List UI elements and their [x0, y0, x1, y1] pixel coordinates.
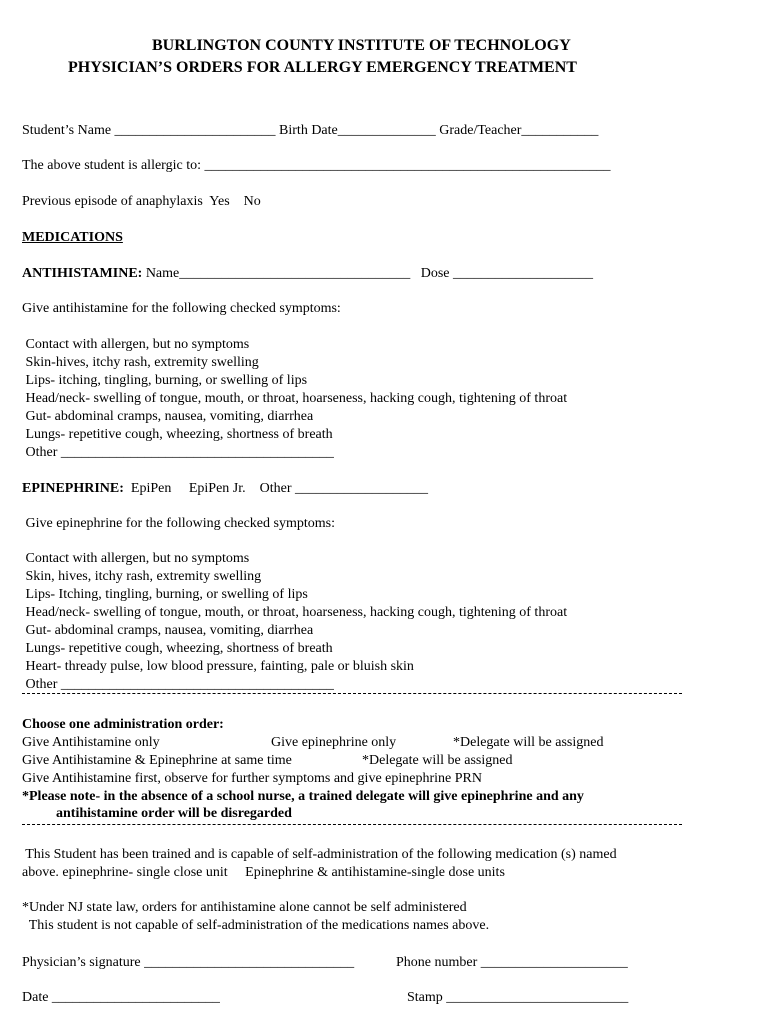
medications-heading: MEDICATIONS [22, 230, 123, 245]
form-title-line1: BURLINGTON COUNTY INSTITUTE OF TECHNOLOGY [152, 37, 571, 54]
antihistamine-symptom[interactable]: Gut- abdominal cramps, nausea, vomiting, diarrhea [22, 409, 314, 424]
antihistamine-instruction: Give antihistamine for the following checked symptoms: [22, 301, 341, 316]
section-divider [22, 693, 682, 694]
epinephrine-symptom[interactable]: Heart- thready pulse, low blood pressure, fainting, pale or bluish skin [22, 659, 414, 674]
antihistamine-symptom[interactable]: Skin-hives, itchy rash, extremity swelling [22, 355, 259, 370]
epinephrine-symptom[interactable]: Lungs- repetitive cough, wheezing, shortness of breath [22, 641, 333, 656]
antihistamine-label: ANTIHISTAMINE: [22, 266, 143, 281]
epinephrine-row [22, 481, 428, 497]
epinephrine-symptom[interactable]: Lips- Itching, tingling, burning, or swelling of lips [22, 587, 308, 602]
admin-option-epinephrine-only[interactable]: Give epinephrine only [271, 735, 400, 750]
section-divider [22, 824, 682, 825]
antihistamine-symptom[interactable]: Lungs- repetitive cough, wheezing, shortness of breath [22, 427, 333, 442]
stamp-field[interactable]: Stamp __________________________ [407, 990, 629, 1005]
nj-law-note: *Under NJ state law, orders for antihistamine alone cannot be self administered [22, 900, 467, 915]
admin-option-both[interactable]: Give Antihistamine & Epinephrine at same time [22, 753, 296, 768]
epinephrine-symptom[interactable]: Skin, hives, itchy rash, extremity swelling [22, 569, 262, 584]
epinephrine-symptom[interactable]: Head/neck- swelling of tongue, mouth, or throat, hoarseness, hacking cough, tightening of throat [22, 605, 568, 620]
antihistamine-symptom[interactable]: Contact with allergen, but no symptoms [22, 337, 250, 352]
anaphylaxis-line[interactable]: Previous episode of anaphylaxis Yes No [22, 194, 261, 209]
epinephrine-label: EPINEPHRINE: [22, 481, 124, 496]
delegate-note: *Delegate will be assigned [453, 735, 604, 750]
epinephrine-options[interactable]: EpiPen EpiPen Jr. Other ___________________ [123, 481, 429, 496]
antihistamine-name-dose[interactable]: Name_________________________________ Dose ____________________ [142, 266, 594, 281]
self-admin-capable[interactable]: This Student has been trained and is capable of self-administration of the following medication (s) named [22, 847, 617, 862]
self-admin-options[interactable]: above. epinephrine- single close unit Epinephrine & antihistamine-single dose units [22, 865, 505, 880]
admin-option-antihistamine-only[interactable]: Give Antihistamine only [22, 735, 164, 750]
physician-signature-field[interactable]: Physician’s signature ______________________________ [22, 955, 355, 970]
date-field[interactable]: Date ________________________ [22, 990, 220, 1005]
school-nurse-note: *Please note- in the absence of a school nurse, a trained delegate will give epinephrine and any [22, 789, 584, 804]
epinephrine-symptom[interactable]: Gut- abdominal cramps, nausea, vomiting, diarrhea [22, 623, 314, 638]
antihistamine-symptom[interactable]: Head/neck- swelling of tongue, mouth, or throat, hoarseness, hacking cough, tightening of throat [22, 391, 568, 406]
antihistamine-symptom[interactable]: Other _______________________________________ [22, 445, 334, 460]
antihistamine-row [22, 266, 593, 282]
admin-option-antihistamine-first[interactable]: Give Antihistamine first, observe for further symptoms and give epinephrine PRN [22, 771, 486, 786]
epinephrine-symptom[interactable]: Other _______________________________________ [22, 677, 334, 692]
delegate-note: *Delegate will be assigned [362, 753, 513, 768]
student-info-line[interactable]: Student’s Name _______________________ Birth Date______________ Grade/Teacher___________ [22, 123, 599, 138]
self-admin-not-capable[interactable]: This student is not capable of self-administration of the medications names above. [22, 918, 490, 933]
antihistamine-symptom[interactable]: Lips- itching, tingling, burning, or swelling of lips [22, 373, 308, 388]
form-title-line2: PHYSICIAN’S ORDERS FOR ALLERGY EMERGENCY TREATMENT [68, 59, 577, 76]
allergy-line[interactable]: The above student is allergic to: __________________________________________________________ [22, 158, 611, 173]
school-nurse-note-cont: antihistamine order will be disregarded [56, 806, 292, 821]
phone-number-field[interactable]: Phone number _____________________ [396, 955, 628, 970]
administration-heading: Choose one administration order: [22, 717, 224, 732]
epinephrine-symptom[interactable]: Contact with allergen, but no symptoms [22, 551, 250, 566]
epinephrine-instruction: Give epinephrine for the following checked symptoms: [22, 516, 335, 531]
